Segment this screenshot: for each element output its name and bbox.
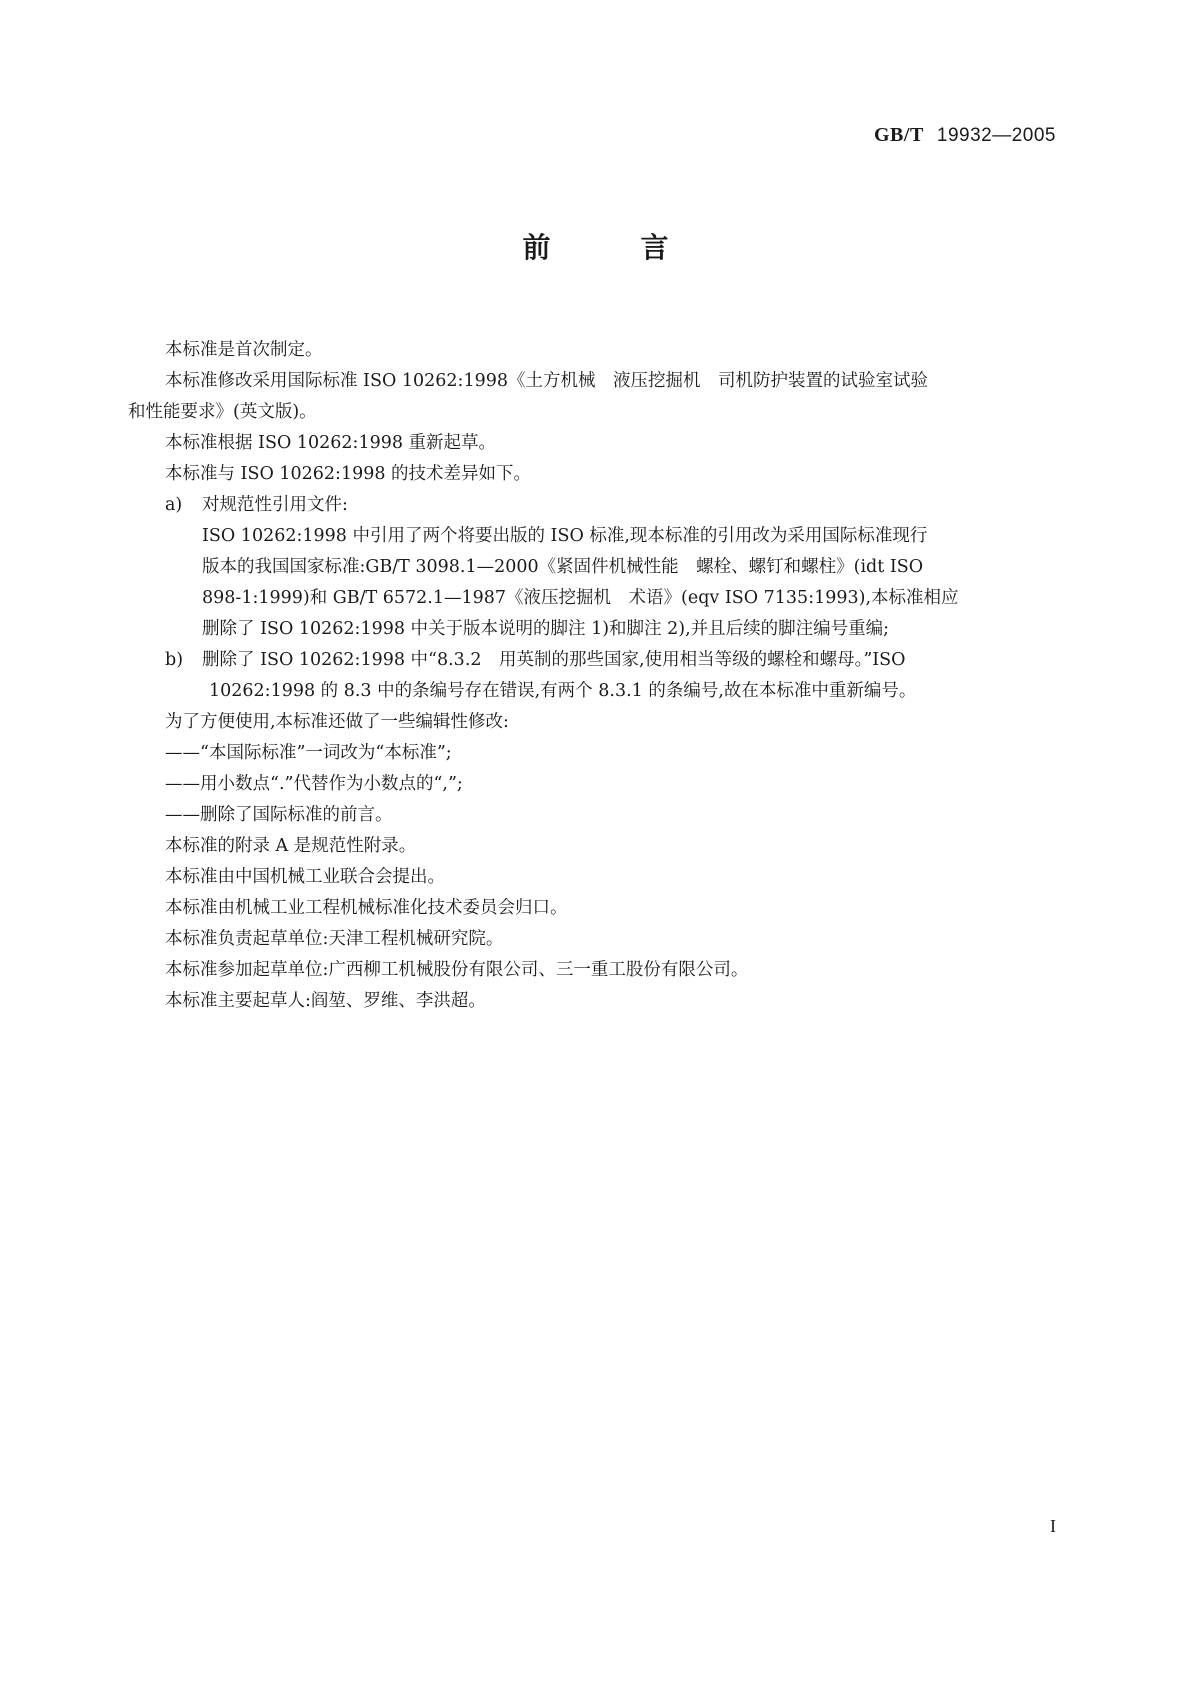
paragraph-lead-drafter: 本标准负责起草单位:天津工程机械研究院。 [165, 929, 504, 949]
paragraph-editorial: 为了方便使用,本标准还做了一些编辑性修改: [165, 712, 509, 732]
list-marker-a: a) [165, 495, 183, 515]
paragraph-adoption-line2: 和性能要求》(英文版)。 [128, 402, 317, 422]
list-marker-b: b) [165, 650, 184, 670]
paragraph-first-edition: 本标准是首次制定。 [165, 340, 323, 360]
list-item-b [165, 645, 1060, 707]
page-number: I [1050, 1516, 1056, 1536]
dash-item: ——用小数点“.”代替作为小数点的“,”; [165, 774, 463, 794]
dash-item: ——“本国际标准”一词改为“本标准”; [165, 743, 452, 763]
paragraph-differences: 本标准与 ISO 10262:1998 的技术差异如下。 [165, 464, 532, 484]
list-item-a-line: 删除了 ISO 10262:1998 中关于版本说明的脚注 1)和脚注 2),并且后续的脚注编号重编; [202, 619, 890, 639]
list-item-a-line: 版本的我国国家标准:GB/T 3098.1—2000《紧固件机械性能 螺栓、螺钉和螺柱》(idt ISO [202, 557, 924, 577]
standard-code [874, 124, 1056, 147]
title-char-1: 前 [522, 231, 551, 264]
list-item-a [165, 490, 1060, 645]
list-item-a-line: 898-1:1999)和 GB/T 6572.1—1987《液压挖掘机 术语》(eqv ISO 7135:1993),本标准相应 [202, 588, 959, 608]
standard-prefix: GB/T [874, 124, 924, 146]
page-title [0, 226, 1191, 266]
list-item-b-line: 删除了 ISO 10262:1998 中“8.3.2 用英制的那些国家,使用相当等级的螺栓和螺母。”ISO [202, 650, 906, 670]
paragraph-adoption-line1: 本标准修改采用国际标准 ISO 10262:1998《土方机械 液压挖掘机 司机防护装置的试验室试验 [165, 371, 928, 391]
dash-item: ——删除了国际标准的前言。 [165, 805, 393, 825]
list-item-a-line: ISO 10262:1998 中引用了两个将要出版的 ISO 标准,现本标准的引用改为采用国际标准现行 [202, 526, 928, 546]
standard-number: 19932—2005 [936, 125, 1056, 146]
title-char-2: 言 [640, 231, 669, 264]
paragraph-main-drafters: 本标准主要起草人:阎堃、罗维、李洪超。 [165, 991, 486, 1011]
list-item-b-line: 10262:1998 的 8.3 中的条编号存在错误,有两个 8.3.1 的条编号,故在本标准中重新编号。 [209, 681, 917, 701]
paragraph-technical-committee: 本标准由机械工业工程机械标准化技术委员会归口。 [165, 898, 568, 918]
paragraph-redrafted: 本标准根据 ISO 10262:1998 重新起草。 [165, 433, 497, 453]
paragraph-participating-drafters: 本标准参加起草单位:广西柳工机械股份有限公司、三一重工股份有限公司。 [165, 960, 749, 980]
paragraph-proposer: 本标准由中国机械工业联合会提出。 [165, 867, 445, 887]
list-item-a-heading: 对规范性引用文件: [202, 495, 348, 515]
foreword-body [128, 335, 1060, 1017]
paragraph-annex: 本标准的附录 A 是规范性附录。 [165, 836, 417, 856]
